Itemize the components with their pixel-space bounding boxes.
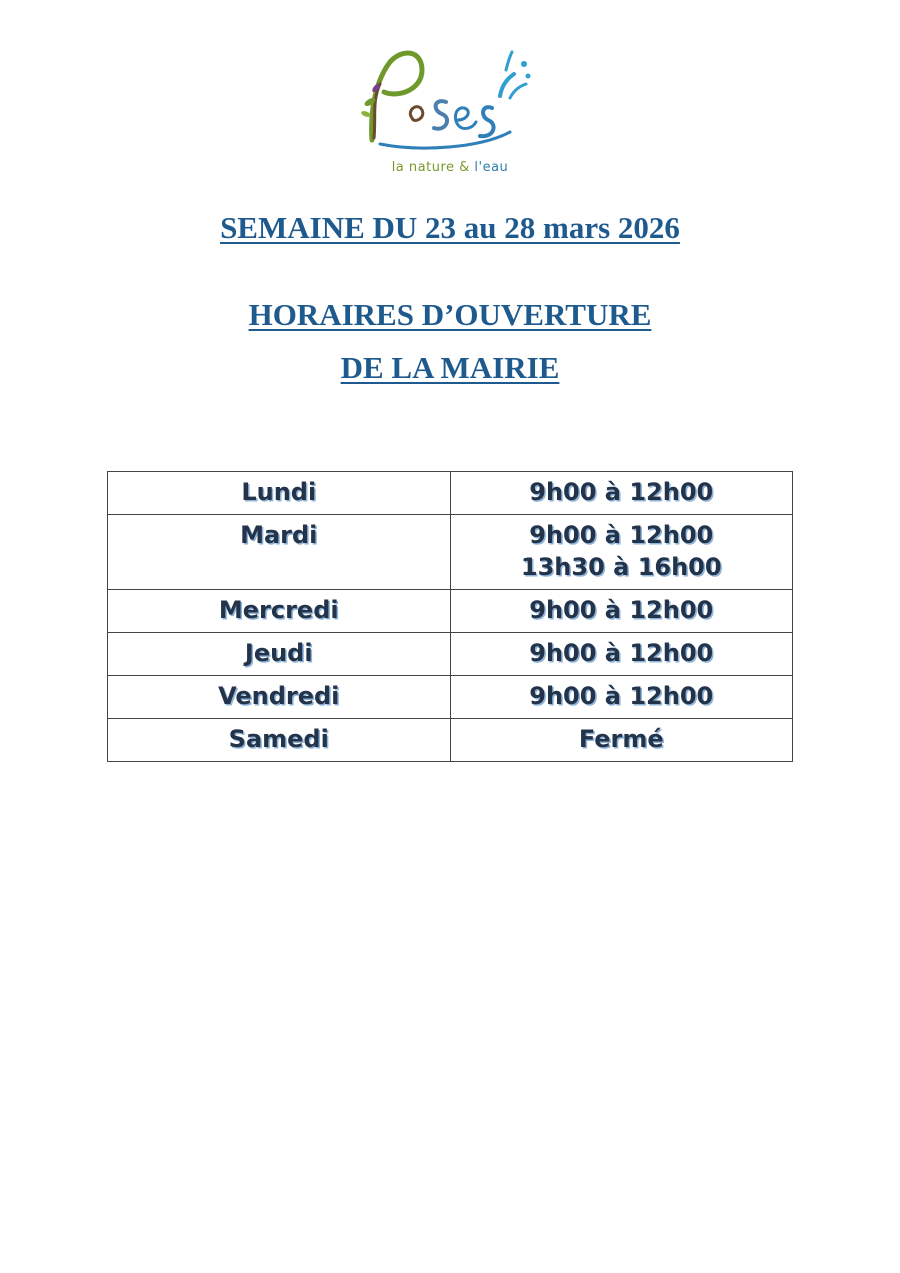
day-cell: Jeudi bbox=[108, 633, 451, 676]
hours-cell bbox=[450, 719, 793, 762]
table-row bbox=[108, 472, 793, 515]
hours-cell bbox=[450, 590, 793, 633]
hours-title-line1: HORAIRES D’OUVERTURE bbox=[248, 297, 652, 332]
table-row bbox=[108, 676, 793, 719]
hours-value: 9h00 à 12h00 bbox=[529, 521, 714, 549]
hours-cell bbox=[450, 515, 793, 590]
table-row bbox=[108, 719, 793, 762]
hours-title-line2: DE LA MAIRIE bbox=[340, 350, 560, 385]
logo-tagline bbox=[0, 160, 900, 175]
hours-value: 9h00 à 12h00 bbox=[529, 596, 714, 624]
tagline-nature: la nature bbox=[391, 160, 455, 175]
tagline-ampersand: & bbox=[454, 160, 475, 175]
opening-hours-table bbox=[107, 471, 793, 762]
day-cell: Mercredi bbox=[108, 590, 451, 633]
hours-value: 9h00 à 12h00 bbox=[529, 639, 714, 667]
day-cell: Lundi bbox=[108, 472, 451, 515]
table-row bbox=[108, 633, 793, 676]
table-row bbox=[108, 515, 793, 590]
hours-value: 13h30 à 16h00 bbox=[520, 553, 722, 581]
day-cell: Mardi bbox=[108, 515, 451, 590]
day-cell: Vendredi bbox=[108, 676, 451, 719]
hours-cell bbox=[450, 676, 793, 719]
hours-value: Fermé bbox=[578, 725, 664, 753]
hours-value: 9h00 à 12h00 bbox=[529, 478, 714, 506]
day-cell: Samedi bbox=[108, 719, 451, 762]
week-heading: SEMAINE DU 23 au 28 mars 2026 bbox=[220, 210, 680, 245]
hours-value: 9h00 à 12h00 bbox=[529, 682, 714, 710]
hours-cell bbox=[450, 472, 793, 515]
tagline-water: l'eau bbox=[474, 160, 509, 175]
hours-cell bbox=[450, 633, 793, 676]
table-row bbox=[108, 590, 793, 633]
